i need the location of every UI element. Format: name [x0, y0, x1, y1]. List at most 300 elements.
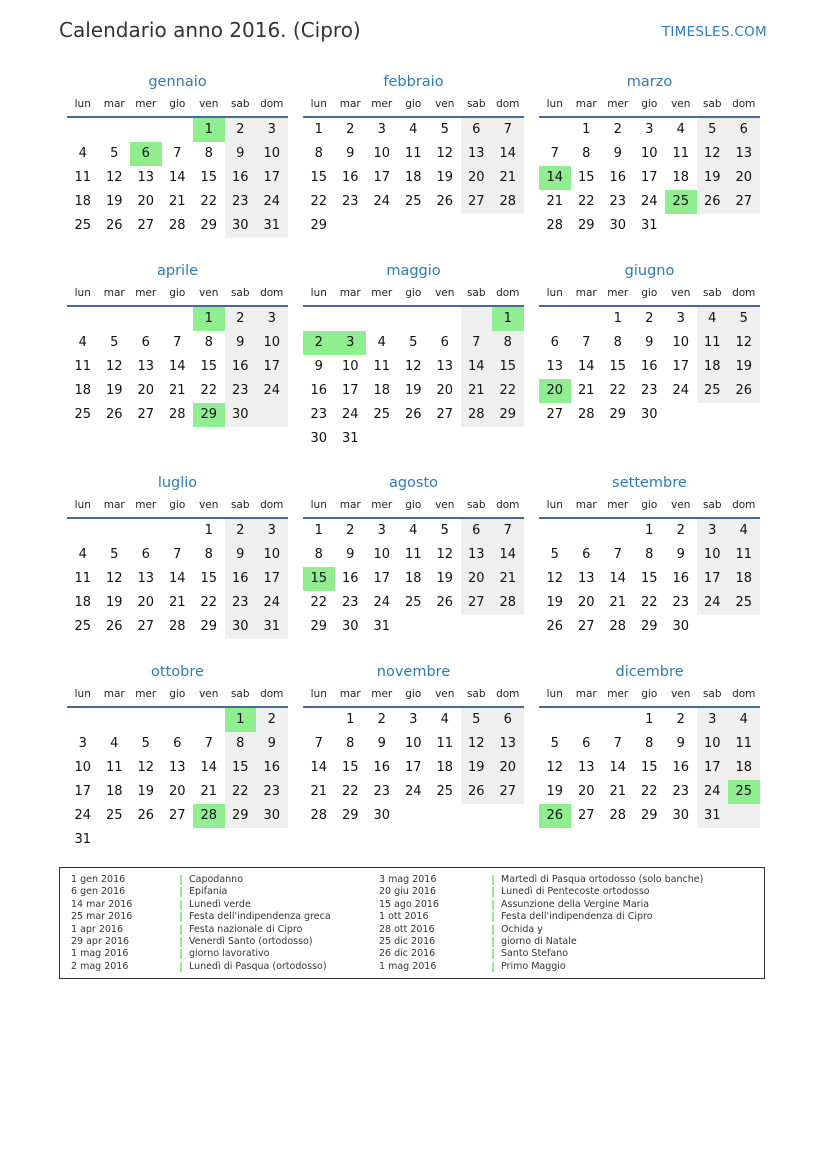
day-cell: 24 [703, 595, 721, 610]
holiday-date: 14 mar 2016 [71, 898, 133, 910]
day-cell: 28 [499, 595, 517, 610]
holiday-date: 20 giu 2016 [379, 886, 436, 898]
day-cell: 10 [263, 335, 281, 350]
day-cell: 30 [373, 808, 391, 823]
weekday-header: mar [339, 98, 361, 110]
weekday-header: mar [575, 688, 597, 700]
holiday-name: giorno di Natale [501, 935, 577, 947]
day-cell: 10 [263, 146, 281, 161]
day-cell: 30 [341, 619, 359, 634]
weekday-header: mer [371, 688, 393, 700]
day-cell: 30 [263, 808, 281, 823]
day-cell: 20 [137, 595, 155, 610]
day-cell: 8 [204, 547, 213, 562]
weekday-header: sab [230, 287, 250, 299]
weekday-header: mer [135, 287, 157, 299]
day-cell: 4 [676, 122, 685, 137]
day-cell: 27 [577, 619, 595, 634]
day-cell: 15 [640, 760, 658, 775]
day-cell: 14 [168, 571, 186, 586]
day-cell: 30 [640, 407, 658, 422]
day-cell: 14 [577, 359, 595, 374]
day-cell: 16 [310, 383, 328, 398]
day-cell: 11 [74, 170, 92, 185]
day-cell: 21 [499, 571, 517, 586]
day-cell: 10 [703, 736, 721, 751]
day-cell: 18 [735, 571, 753, 586]
day-cell: 28 [609, 619, 627, 634]
holiday-marker [180, 912, 182, 922]
day-cell: 1 [582, 122, 591, 137]
month-name: giugno [624, 263, 675, 279]
day-cell: 21 [168, 383, 186, 398]
day-cell: 9 [236, 547, 245, 562]
weekday-header: sab [702, 287, 722, 299]
day-cell: 8 [204, 335, 213, 350]
holiday-day-cell: 15 [303, 567, 335, 591]
day-cell: 4 [708, 311, 717, 326]
holiday-date: 2 mag 2016 [71, 960, 129, 972]
day-cell: 17 [341, 383, 359, 398]
day-cell: 13 [577, 760, 595, 775]
month-agosto [303, 475, 524, 665]
day-cell: 22 [200, 383, 218, 398]
day-cell: 6 [472, 122, 481, 137]
day-cell: 3 [377, 523, 386, 538]
day-cell: 22 [200, 595, 218, 610]
brand-link[interactable]: TIMESLES.COM [661, 24, 767, 40]
day-cell: 4 [78, 335, 87, 350]
day-cell: 4 [78, 146, 87, 161]
day-cell: 1 [346, 712, 355, 727]
holiday-name: Festa nazionale di Cipro [189, 923, 303, 935]
day-cell: 24 [703, 784, 721, 799]
day-cell: 5 [708, 122, 717, 137]
weekday-header: dom [732, 688, 756, 700]
day-cell: 4 [377, 335, 386, 350]
day-cell: 3 [708, 712, 717, 727]
day-cell: 2 [236, 122, 245, 137]
holiday-marker [180, 962, 182, 972]
holiday-date: 6 gen 2016 [71, 886, 126, 898]
day-cell: 30 [672, 808, 690, 823]
weekday-header: dom [496, 287, 520, 299]
day-cell: 11 [735, 736, 753, 751]
day-cell: 5 [409, 335, 418, 350]
day-cell: 30 [231, 407, 249, 422]
day-cell: 19 [404, 383, 422, 398]
day-cell: 1 [645, 712, 654, 727]
day-cell: 27 [137, 407, 155, 422]
holiday-marker [180, 875, 182, 885]
month-name: ottobre [151, 664, 204, 680]
holiday-date: 25 mar 2016 [71, 911, 133, 923]
day-cell: 12 [436, 146, 454, 161]
day-cell: 13 [467, 146, 485, 161]
day-cell: 2 [676, 523, 685, 538]
weekday-header: mer [135, 688, 157, 700]
day-cell: 2 [377, 712, 386, 727]
holiday-date: 3 mag 2016 [379, 874, 437, 885]
day-cell: 1 [613, 311, 622, 326]
day-cell: 22 [200, 194, 218, 209]
day-cell: 1 [314, 122, 323, 137]
day-cell: 29 [640, 808, 658, 823]
day-cell: 20 [499, 760, 517, 775]
day-cell: 16 [231, 571, 249, 586]
weekday-header: ven [435, 499, 455, 511]
day-cell: 2 [346, 523, 355, 538]
day-cell: 18 [436, 760, 454, 775]
day-cell: 31 [263, 619, 281, 634]
weekday-header: sab [466, 499, 486, 511]
day-cell: 8 [503, 335, 512, 350]
weekday-header: mer [371, 287, 393, 299]
holiday-date: 1 ott 2016 [379, 911, 429, 923]
day-cell: 13 [546, 359, 564, 374]
day-cell: 14 [499, 547, 517, 562]
weekday-header: mar [575, 98, 597, 110]
day-cell: 12 [436, 547, 454, 562]
weekday-header: mer [371, 499, 393, 511]
holiday-name: Festa dell'indipendenza greca [189, 911, 331, 923]
holiday-day-cell: 3 [335, 331, 367, 355]
weekday-header: lun [310, 287, 327, 299]
weekday-header: dom [496, 98, 520, 110]
day-cell: 9 [676, 547, 685, 562]
weekday-header: lun [546, 287, 563, 299]
day-cell: 11 [703, 335, 721, 350]
day-cell: 7 [314, 736, 323, 751]
day-cell: 27 [546, 407, 564, 422]
day-cell: 8 [346, 736, 355, 751]
month-name: gennaio [148, 74, 207, 90]
day-cell: 20 [168, 784, 186, 799]
holiday-name: Festa dell'indipendenza di Cipro [501, 911, 653, 923]
month-marzo [539, 74, 760, 264]
day-cell: 30 [672, 619, 690, 634]
day-cell: 23 [231, 383, 249, 398]
weekday-header: dom [260, 287, 284, 299]
day-cell: 6 [440, 335, 449, 350]
day-cell: 29 [200, 619, 218, 634]
day-cell: 6 [550, 335, 559, 350]
day-cell: 15 [609, 359, 627, 374]
day-cell: 28 [168, 619, 186, 634]
day-cell: 13 [499, 736, 517, 751]
day-cell: 22 [640, 784, 658, 799]
month-gennaio [67, 74, 288, 264]
day-cell: 27 [577, 808, 595, 823]
day-cell: 5 [141, 736, 150, 751]
weekday-header: dom [260, 98, 284, 110]
day-cell: 3 [267, 122, 276, 137]
day-cell: 2 [346, 122, 355, 137]
holiday-marker [180, 900, 182, 910]
day-cell: 29 [310, 218, 328, 233]
day-cell: 3 [267, 523, 276, 538]
day-cell: 13 [467, 547, 485, 562]
day-cell: 7 [173, 547, 182, 562]
weekday-header: sab [702, 98, 722, 110]
day-cell: 24 [404, 784, 422, 799]
day-cell: 25 [735, 595, 753, 610]
holiday-day-cell: 20 [539, 379, 571, 403]
weekday-header: mer [607, 287, 629, 299]
day-cell: 20 [735, 170, 753, 185]
day-cell: 11 [436, 736, 454, 751]
day-cell: 19 [137, 784, 155, 799]
month-novembre [303, 664, 524, 854]
weekday-header: mar [103, 287, 125, 299]
day-cell: 10 [373, 146, 391, 161]
day-cell: 22 [577, 194, 595, 209]
day-cell: 12 [404, 359, 422, 374]
weekday-header: mer [607, 98, 629, 110]
day-cell: 5 [440, 523, 449, 538]
day-cell: 9 [676, 736, 685, 751]
day-cell: 11 [672, 146, 690, 161]
month-name: settembre [612, 475, 687, 491]
holiday-marker [492, 912, 494, 922]
day-cell: 18 [404, 571, 422, 586]
weekday-header: mer [135, 98, 157, 110]
weekday-header: dom [260, 499, 284, 511]
day-cell: 11 [105, 760, 123, 775]
day-cell: 21 [168, 194, 186, 209]
weekday-header: gio [641, 98, 658, 110]
holiday-day-cell: 28 [193, 804, 225, 828]
day-cell: 29 [577, 218, 595, 233]
day-cell: 21 [609, 595, 627, 610]
holiday-name: Lunedì di Pentecoste ortodosso [501, 886, 650, 898]
day-cell: 10 [672, 335, 690, 350]
weekday-header: sab [466, 287, 486, 299]
holiday-name: Lunedì verde [189, 898, 251, 910]
weekday-header: lun [546, 98, 563, 110]
day-cell: 24 [373, 595, 391, 610]
weekday-header: gio [405, 287, 422, 299]
day-cell: 12 [735, 335, 753, 350]
holiday-name: giorno lavorativo [189, 948, 270, 960]
day-cell: 30 [310, 431, 328, 446]
day-cell: 19 [735, 359, 753, 374]
day-cell: 12 [105, 170, 123, 185]
day-cell: 26 [546, 619, 564, 634]
day-cell: 25 [404, 194, 422, 209]
weekday-header: sab [230, 688, 250, 700]
day-cell: 2 [676, 712, 685, 727]
holiday-day-cell: 26 [539, 804, 571, 828]
day-cell: 7 [204, 736, 213, 751]
day-cell: 21 [200, 784, 218, 799]
holiday-date: 1 mag 2016 [379, 960, 437, 972]
weekday-header: lun [546, 499, 563, 511]
day-cell: 28 [546, 218, 564, 233]
day-cell: 16 [609, 170, 627, 185]
day-cell: 25 [404, 595, 422, 610]
day-cell: 16 [231, 170, 249, 185]
day-cell: 28 [310, 808, 328, 823]
holiday-marker [492, 887, 494, 897]
day-cell: 14 [499, 146, 517, 161]
weekday-header: dom [496, 688, 520, 700]
day-cell: 28 [609, 808, 627, 823]
month-name: maggio [386, 263, 441, 279]
day-cell: 3 [708, 523, 717, 538]
holiday-name: Martedì di Pasqua ortodosso (solo banche) [501, 874, 704, 885]
day-cell: 23 [231, 194, 249, 209]
day-cell: 10 [263, 547, 281, 562]
day-cell: 14 [200, 760, 218, 775]
day-cell: 13 [168, 760, 186, 775]
day-cell: 17 [640, 170, 658, 185]
month-aprile [67, 263, 288, 453]
day-cell: 9 [236, 335, 245, 350]
day-cell: 14 [609, 571, 627, 586]
day-cell: 26 [105, 407, 123, 422]
page-title: Calendario anno 2016. (Cipro) [59, 18, 361, 42]
day-cell: 10 [74, 760, 92, 775]
day-cell: 8 [314, 547, 323, 562]
day-cell: 22 [310, 194, 328, 209]
day-cell: 9 [267, 736, 276, 751]
holiday-marker [492, 949, 494, 959]
day-cell: 22 [609, 383, 627, 398]
day-cell: 4 [409, 523, 418, 538]
holiday-marker [180, 949, 182, 959]
day-cell: 30 [231, 619, 249, 634]
day-cell: 11 [74, 359, 92, 374]
day-cell: 20 [467, 170, 485, 185]
day-cell: 19 [703, 170, 721, 185]
day-cell: 20 [137, 194, 155, 209]
weekday-header: ven [435, 688, 455, 700]
day-cell: 12 [546, 760, 564, 775]
day-cell: 12 [546, 571, 564, 586]
holiday-marker [180, 887, 182, 897]
day-cell: 7 [472, 335, 481, 350]
day-cell: 6 [582, 736, 591, 751]
day-cell: 5 [110, 335, 119, 350]
day-cell: 25 [436, 784, 454, 799]
holiday-marker [492, 962, 494, 972]
day-cell: 25 [105, 808, 123, 823]
weekday-header: ven [199, 499, 219, 511]
day-cell: 23 [341, 194, 359, 209]
weekday-header: sab [702, 499, 722, 511]
day-cell: 24 [74, 808, 92, 823]
day-cell: 9 [645, 335, 654, 350]
holiday-day-cell: 2 [303, 331, 335, 355]
day-cell: 19 [105, 595, 123, 610]
day-cell: 18 [672, 170, 690, 185]
day-cell: 9 [236, 146, 245, 161]
day-cell: 18 [404, 170, 422, 185]
day-cell: 3 [78, 736, 87, 751]
day-cell: 11 [735, 547, 753, 562]
day-cell: 9 [613, 146, 622, 161]
day-cell: 13 [137, 170, 155, 185]
day-cell: 6 [141, 547, 150, 562]
day-cell: 2 [613, 122, 622, 137]
day-cell: 25 [74, 407, 92, 422]
weekday-header: lun [74, 499, 91, 511]
weekday-header: lun [74, 688, 91, 700]
day-cell: 1 [314, 523, 323, 538]
holiday-name: Epifania [189, 886, 228, 898]
day-cell: 7 [173, 335, 182, 350]
weekday-header: mar [575, 499, 597, 511]
day-cell: 4 [409, 122, 418, 137]
day-cell: 17 [74, 784, 92, 799]
holiday-marker [492, 875, 494, 885]
holiday-day-cell: 6 [130, 142, 162, 166]
holiday-date: 1 mag 2016 [71, 948, 129, 960]
day-cell: 23 [640, 383, 658, 398]
day-cell: 8 [645, 547, 654, 562]
holiday-day-cell: 14 [539, 166, 571, 190]
day-cell: 19 [436, 170, 454, 185]
day-cell: 6 [739, 122, 748, 137]
day-cell: 15 [577, 170, 595, 185]
holiday-marker [492, 900, 494, 910]
day-cell: 26 [735, 383, 753, 398]
day-cell: 18 [74, 383, 92, 398]
day-cell: 25 [74, 218, 92, 233]
day-cell: 9 [377, 736, 386, 751]
weekday-header: ven [671, 287, 691, 299]
weekday-header: dom [732, 287, 756, 299]
holiday-marker [180, 925, 182, 935]
weekday-header: mar [103, 98, 125, 110]
weekday-header: ven [435, 98, 455, 110]
day-cell: 28 [499, 194, 517, 209]
day-cell: 8 [613, 335, 622, 350]
weekday-header: gio [169, 499, 186, 511]
day-cell: 2 [236, 311, 245, 326]
day-cell: 14 [168, 170, 186, 185]
day-cell: 6 [141, 335, 150, 350]
weekday-header: dom [496, 499, 520, 511]
day-cell: 5 [739, 311, 748, 326]
weekday-header: mar [339, 499, 361, 511]
day-cell: 16 [373, 760, 391, 775]
weekday-header: sab [230, 499, 250, 511]
day-cell: 7 [503, 122, 512, 137]
day-cell: 21 [168, 595, 186, 610]
day-cell: 3 [267, 311, 276, 326]
day-cell: 24 [341, 407, 359, 422]
day-cell: 6 [173, 736, 182, 751]
holiday-date: 25 dic 2016 [379, 935, 436, 947]
holiday-name: Primo Maggio [501, 960, 566, 972]
day-cell: 12 [703, 146, 721, 161]
day-cell: 17 [263, 571, 281, 586]
day-cell: 3 [676, 311, 685, 326]
day-cell: 16 [640, 359, 658, 374]
day-cell: 26 [703, 194, 721, 209]
weekday-header: sab [466, 98, 486, 110]
day-cell: 7 [173, 146, 182, 161]
day-cell: 28 [168, 218, 186, 233]
day-cell: 24 [263, 383, 281, 398]
day-cell: 20 [436, 383, 454, 398]
day-cell: 31 [341, 431, 359, 446]
holiday-name: Lunedì di Pasqua (ortodosso) [189, 960, 327, 972]
day-cell: 23 [231, 595, 249, 610]
day-cell: 6 [472, 523, 481, 538]
